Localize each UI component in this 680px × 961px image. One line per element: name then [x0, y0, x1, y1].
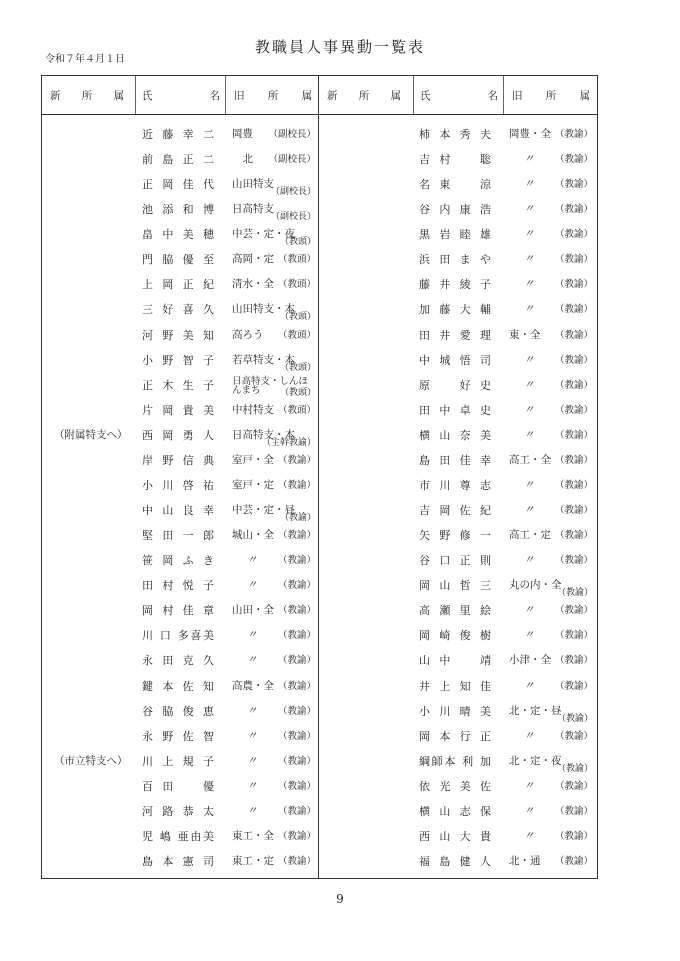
- table-row: [136, 120, 318, 145]
- old-school: 高ろう: [232, 328, 264, 341]
- table-row: [136, 270, 318, 295]
- person-name: 横 山 奈 美: [419, 428, 491, 442]
- person-name: 市 川 尊 志: [419, 478, 491, 492]
- old-school: 北: [232, 153, 253, 166]
- person-name: 浜 田 ま や: [419, 253, 491, 267]
- person-name: 谷 口 正 則: [419, 554, 491, 568]
- person-name: 門 脇 優 至: [142, 253, 214, 267]
- old-school: 〃: [246, 704, 258, 717]
- person-name: 正 岡 佳 代: [142, 178, 214, 192]
- old-position: （教諭）: [554, 254, 593, 266]
- old-position: （教諭）: [556, 588, 593, 599]
- table-row: [136, 145, 318, 170]
- person-name: 田 村 悦 子: [142, 579, 214, 593]
- table-row: [136, 170, 318, 198]
- old-school: 東・全: [509, 328, 541, 341]
- table-row: [413, 797, 595, 822]
- person-name: 吉 岡 佐 紀: [419, 504, 491, 518]
- old-position: （教頭）: [279, 362, 316, 373]
- divider: [225, 76, 226, 114]
- person-name: 山 中 靖: [419, 654, 491, 668]
- old-school: 〃: [523, 153, 535, 166]
- person-name: 名 東 涼: [419, 178, 491, 192]
- old-school: 〃: [523, 829, 535, 842]
- old-school: 高工・定: [509, 529, 551, 542]
- old-school: 〃: [523, 504, 535, 517]
- table-row: [413, 346, 595, 371]
- old-school: 〃: [523, 178, 535, 191]
- table-row: [136, 295, 318, 323]
- person-name: 井 上 知 佳: [419, 679, 491, 693]
- table-row: [136, 446, 318, 471]
- old-position: （主幹教諭）: [261, 437, 316, 448]
- old-position: （教頭）: [279, 312, 316, 323]
- header-new-affiliation-right: 新 所 属: [327, 90, 401, 102]
- old-position: （教諭）: [554, 856, 593, 868]
- person-name: 三 好 喜 久: [142, 303, 214, 317]
- person-name: 小 川 啓 祐: [142, 478, 214, 492]
- old-school: 〃: [246, 729, 258, 742]
- old-school: 室戸・定: [232, 478, 274, 491]
- old-position: （教諭）: [554, 530, 593, 542]
- person-name: 片 岡 貴 美: [142, 403, 214, 417]
- person-name: 川 口 多喜美: [142, 629, 214, 643]
- old-school: 清水・全: [232, 278, 274, 291]
- old-school: 〃: [523, 403, 535, 416]
- table-row: [136, 797, 318, 822]
- old-school: 〃: [246, 754, 258, 767]
- person-name: 西 山 大 貴: [419, 829, 491, 843]
- old-school: 〃: [523, 353, 535, 366]
- person-name: 畠 中 美 穂: [142, 228, 214, 242]
- table-row: [413, 546, 595, 571]
- table-row: [413, 421, 595, 446]
- header-old-affiliation-right: 旧 所 属: [512, 90, 590, 102]
- table-row: [413, 270, 595, 295]
- old-position: （教諭）: [554, 680, 593, 692]
- old-position: （教諭）: [554, 830, 593, 842]
- old-position: （教諭）: [277, 530, 316, 542]
- old-position: （教諭）: [554, 404, 593, 416]
- old-position: （教頭）: [279, 387, 316, 398]
- old-school: 〃: [246, 579, 258, 592]
- table-row: [413, 321, 595, 346]
- person-name: 吉 村 聡: [419, 153, 491, 167]
- table-row: [136, 195, 318, 223]
- old-school: 〃: [246, 554, 258, 567]
- person-name: 近 藤 幸 二: [142, 128, 214, 141]
- old-position: （教諭）: [554, 279, 593, 291]
- table-row: [136, 747, 318, 772]
- person-name: 島 本 憲 司: [142, 855, 214, 869]
- old-position: （教諭）: [277, 755, 316, 767]
- old-position: （教頭）: [277, 254, 316, 266]
- old-position: （教諭）: [277, 705, 316, 717]
- old-position: （教諭）: [277, 805, 316, 817]
- table-row: [413, 195, 595, 220]
- table-row: [136, 521, 318, 546]
- person-name: 加 藤 大 輔: [419, 303, 491, 317]
- table-row: [136, 346, 318, 371]
- old-position: （教諭）: [556, 713, 593, 724]
- header-name-right: 氏 名: [420, 90, 498, 102]
- table-row: [413, 295, 595, 320]
- table-row: [136, 722, 318, 747]
- table-row: [413, 722, 595, 747]
- old-school: 北・定・昼: [509, 704, 562, 717]
- person-name: 中 山 良 幸: [142, 504, 214, 518]
- table-row: [413, 646, 595, 671]
- old-position: （教諭）: [554, 129, 593, 140]
- table-row: [136, 621, 318, 646]
- old-school: 〃: [246, 804, 258, 817]
- person-name: 正 木 生 子: [142, 378, 214, 392]
- old-school: 岡豊・全: [509, 128, 551, 140]
- old-school: 〃: [523, 679, 535, 692]
- old-position: （教諭）: [277, 655, 316, 667]
- page-number: 9: [336, 892, 344, 906]
- table-row: [136, 496, 318, 524]
- person-name: 児 嶋 亜由美: [142, 829, 214, 843]
- header-new-affiliation-left: 新 所 属: [50, 90, 124, 102]
- old-school: 山田特支: [232, 178, 274, 191]
- old-position: （教頭）: [277, 404, 316, 416]
- old-position: （教諭）: [554, 730, 593, 742]
- table-row: [413, 571, 595, 599]
- person-name: 谷 内 康 浩: [419, 203, 491, 217]
- old-school: 山田特支・本: [232, 303, 295, 316]
- old-school: 高岡・定: [232, 253, 274, 266]
- table-header: [42, 76, 597, 115]
- table-row: [413, 371, 595, 396]
- old-position: （教諭）: [277, 605, 316, 617]
- old-school: 〃: [246, 779, 258, 792]
- table-row: [413, 847, 595, 872]
- old-school: 山田・全: [232, 604, 274, 617]
- old-position: （教諭）: [277, 856, 316, 868]
- person-name: 小 川 晴 美: [419, 704, 491, 718]
- person-name: 岡 山 哲 三: [419, 579, 491, 593]
- person-name: 高 瀬 里 絵: [419, 604, 491, 618]
- person-name: 依 光 美 佐: [419, 779, 491, 793]
- old-position: （教諭）: [279, 513, 316, 524]
- old-position: （教諭）: [277, 780, 316, 792]
- document-title: 教職員人事異動一覧表: [254, 38, 425, 56]
- old-position: （教諭）: [554, 555, 593, 567]
- person-name: 中 城 悟 司: [419, 353, 491, 367]
- person-name: 矢 野 修 一: [419, 529, 491, 543]
- old-position: （教諭）: [277, 454, 316, 466]
- table-row: [413, 822, 595, 847]
- table-row: [413, 396, 595, 421]
- old-position: （副校長）: [268, 129, 316, 140]
- table-row: [413, 697, 595, 722]
- old-position: （教諭）: [554, 329, 593, 341]
- person-name: 西 岡 勇 人: [142, 428, 214, 442]
- old-position: （教諭）: [554, 605, 593, 617]
- table-row: [136, 822, 318, 847]
- old-position: （教諭）: [277, 680, 316, 692]
- old-school: 北・定・夜: [509, 754, 562, 767]
- table-row: [413, 220, 595, 245]
- old-position: （教諭）: [554, 805, 593, 817]
- person-name: 笹 岡 ふ き: [142, 554, 214, 568]
- old-position: （教諭）: [554, 204, 593, 216]
- old-position: （教諭）: [277, 479, 316, 491]
- divider: [413, 76, 414, 114]
- table-row: [413, 245, 595, 270]
- old-school: 若草特支・本: [232, 353, 295, 366]
- old-position: （教諭）: [277, 630, 316, 642]
- old-school: 室戸・全: [232, 453, 274, 466]
- table-row: [136, 471, 318, 496]
- old-school: 東工・定: [232, 855, 274, 868]
- old-position: （教諭）: [554, 479, 593, 491]
- person-name: 黒 岩 睦 雄: [419, 228, 491, 242]
- person-name: 岸 野 信 典: [142, 453, 214, 467]
- table-row: [413, 672, 595, 697]
- person-name: 柿 本 秀 夫: [419, 128, 491, 141]
- new-affiliation-label: （附属特支へ）: [54, 428, 128, 441]
- old-position: （教諭）: [554, 454, 593, 466]
- old-school: 高工・全: [509, 453, 551, 466]
- old-school: 〃: [523, 378, 535, 391]
- table-row: [136, 421, 318, 446]
- old-school: 〃: [523, 729, 535, 742]
- old-school: 〃: [523, 604, 535, 617]
- person-name: 谷 脇 俊 恵: [142, 704, 214, 718]
- table-row: [136, 697, 318, 722]
- old-school: 北・通: [509, 855, 541, 868]
- old-school: 〃: [523, 303, 535, 316]
- old-school: 岡豊: [232, 128, 253, 140]
- old-school: 中芸・定・夜: [232, 228, 295, 241]
- person-name: 藤 井 綾 子: [419, 278, 491, 292]
- person-name: 岡 本 行 正: [419, 729, 491, 743]
- old-school: 〃: [523, 629, 535, 642]
- old-position: （教諭）: [277, 555, 316, 567]
- table-row: [413, 747, 595, 772]
- divider: [135, 76, 136, 114]
- old-position: （教諭）: [277, 580, 316, 592]
- person-name: 永 野 佐 智: [142, 729, 214, 743]
- person-name: 岡 村 佳 章: [142, 604, 214, 618]
- table-row: [413, 145, 595, 170]
- old-school: 〃: [523, 478, 535, 491]
- table-row: [136, 847, 318, 872]
- table-row: [136, 371, 318, 396]
- old-school: 〃: [523, 779, 535, 792]
- old-position: （教諭）: [554, 354, 593, 366]
- table-row: [136, 672, 318, 697]
- old-school: 小津・全: [509, 654, 551, 667]
- table-row: [136, 772, 318, 797]
- person-name: 鍵 本 佐 知: [142, 679, 214, 693]
- old-position: （教諭）: [554, 154, 593, 166]
- person-name: 河 路 恭 太: [142, 804, 214, 818]
- old-position: （教諭）: [554, 379, 593, 391]
- old-position: （教諭）: [556, 763, 593, 774]
- table-row: [413, 596, 595, 621]
- old-position: （教諭）: [277, 730, 316, 742]
- old-school: 〃: [523, 203, 535, 216]
- person-name: 上 岡 正 紀: [142, 278, 214, 292]
- old-position: （副校長）: [268, 154, 316, 166]
- personnel-table: [41, 75, 598, 879]
- old-position: （教頭）: [279, 237, 316, 248]
- table-row: [136, 220, 318, 248]
- person-name: 池 添 和 博: [142, 203, 214, 217]
- old-school: 〃: [523, 253, 535, 266]
- table-row: [413, 521, 595, 546]
- header-name-left: 氏 名: [142, 90, 220, 102]
- person-name: 原 好 史: [419, 378, 491, 392]
- old-school: 中村特支: [232, 403, 274, 416]
- old-school: 〃: [246, 629, 258, 642]
- old-position: （教諭）: [554, 229, 593, 241]
- old-school: 〃: [523, 554, 535, 567]
- old-position: （教諭）: [554, 429, 593, 441]
- old-position: （教諭）: [554, 179, 593, 191]
- person-name: 川 上 規 子: [142, 754, 214, 768]
- table-row: [136, 321, 318, 346]
- table-row: [413, 621, 595, 646]
- person-name: 永 田 克 久: [142, 654, 214, 668]
- old-position: （教諭）: [554, 304, 593, 316]
- table-row: [413, 496, 595, 521]
- old-school: 〃: [523, 228, 535, 241]
- old-position: （教諭）: [554, 505, 593, 517]
- old-position: （教頭）: [277, 279, 316, 291]
- old-position: （教諭）: [554, 655, 593, 667]
- old-position: （教諭）: [554, 780, 593, 792]
- divider: [503, 76, 504, 114]
- person-name: 島 田 佳 幸: [419, 453, 491, 467]
- person-name: 堅 田 一 郎: [142, 529, 214, 543]
- document-date: 令和７年４月１日: [45, 54, 125, 65]
- person-name: 小 野 智 子: [142, 353, 214, 367]
- person-name: 田 中 卓 史: [419, 403, 491, 417]
- old-position: （教諭）: [554, 630, 593, 642]
- old-school: 城山・全: [232, 529, 274, 542]
- old-school: 高農・全: [232, 679, 274, 692]
- table-row: [136, 396, 318, 421]
- old-school: 東工・全: [232, 829, 274, 842]
- table-row: [136, 245, 318, 270]
- person-name: 河 野 美 知: [142, 328, 214, 342]
- old-position: （教頭）: [277, 329, 316, 341]
- table-row: [413, 170, 595, 195]
- person-name: 横 山 志 保: [419, 804, 491, 818]
- old-school: 〃: [246, 654, 258, 667]
- table-row: [136, 546, 318, 571]
- new-affiliation-label: （市立特支へ）: [54, 754, 128, 767]
- old-position: （副校長）: [270, 212, 316, 223]
- table-row: [413, 446, 595, 471]
- old-school: 日高特支: [232, 203, 274, 216]
- old-position: （教諭）: [277, 830, 316, 842]
- old-school: 丸の内・全: [509, 579, 562, 592]
- person-name: 田 井 愛 理: [419, 328, 491, 342]
- old-school: 日高特支・本: [232, 428, 295, 441]
- old-school: 〃: [523, 804, 535, 817]
- center-divider: [318, 76, 319, 878]
- table-row: [136, 596, 318, 621]
- table-row: [136, 646, 318, 671]
- table-row: [413, 471, 595, 496]
- table-row: [136, 571, 318, 596]
- old-school: 日高特支・しんほんまち: [232, 375, 309, 396]
- person-name: 百 田 優: [142, 779, 214, 793]
- old-school: 〃: [523, 428, 535, 441]
- person-name: 福 島 健 人: [419, 855, 491, 869]
- old-school: 〃: [523, 278, 535, 291]
- person-name: 綱師本 利 加: [419, 754, 491, 768]
- table-row: [413, 772, 595, 797]
- old-position: （副校長）: [270, 187, 316, 198]
- person-name: 前 島 正 二: [142, 153, 214, 167]
- table-row: [413, 120, 595, 145]
- person-name: 岡 崎 俊 樹: [419, 629, 491, 643]
- header-old-affiliation-left: 旧 所 属: [234, 90, 312, 102]
- old-school: 中芸・定・昼: [232, 504, 295, 517]
